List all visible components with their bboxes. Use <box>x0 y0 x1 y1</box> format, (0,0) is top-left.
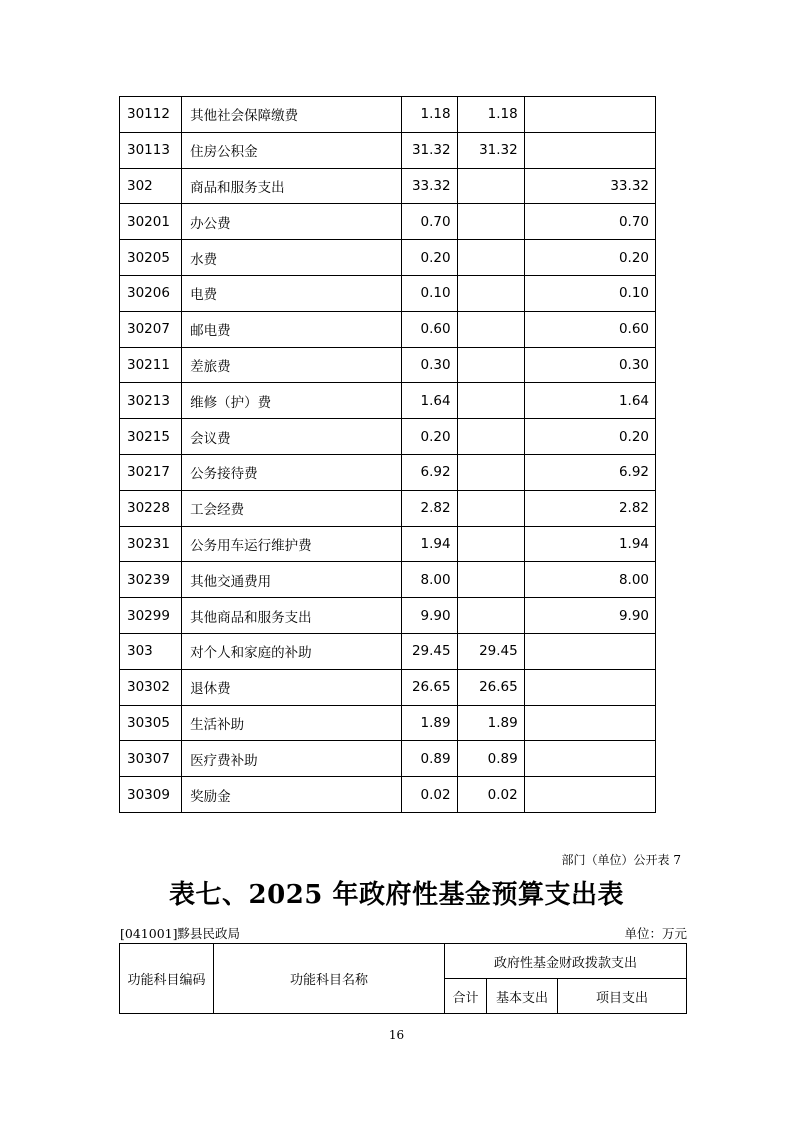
table-row <box>120 598 656 634</box>
table-row <box>120 132 656 168</box>
account-code-cell: 30211 <box>120 347 182 383</box>
account-code-cell: 30213 <box>120 383 182 419</box>
project-expense-cell: 8.00 <box>524 562 655 598</box>
total-cell: 6.92 <box>401 454 457 490</box>
total-cell: 0.02 <box>401 777 457 813</box>
account-code-cell: 30299 <box>120 598 182 634</box>
total-cell: 8.00 <box>401 562 457 598</box>
basic-expense-cell <box>457 311 524 347</box>
header-function-code: 功能科目编码 <box>120 944 214 1014</box>
total-cell: 0.20 <box>401 240 457 276</box>
account-name-cell: 其他商品和服务支出 <box>182 598 401 634</box>
total-cell: 0.60 <box>401 311 457 347</box>
account-name-cell: 差旅费 <box>182 347 401 383</box>
project-expense-cell <box>524 132 655 168</box>
total-cell: 26.65 <box>401 669 457 705</box>
project-expense-cell: 0.70 <box>524 204 655 240</box>
total-cell: 33.32 <box>401 168 457 204</box>
total-cell: 9.90 <box>401 598 457 634</box>
basic-expense-cell: 26.65 <box>457 669 524 705</box>
account-name-cell: 商品和服务支出 <box>182 168 401 204</box>
total-cell: 1.18 <box>401 97 457 133</box>
account-name-cell: 维修（护）费 <box>182 383 401 419</box>
table-row <box>120 240 656 276</box>
table-row <box>120 419 656 455</box>
total-cell: 0.20 <box>401 419 457 455</box>
unit-label: 单位：万元 <box>624 926 687 941</box>
basic-expense-cell: 0.02 <box>457 777 524 813</box>
basic-expense-cell <box>457 419 524 455</box>
table-row <box>120 347 656 383</box>
fund-expenditure-table <box>119 943 687 1014</box>
basic-expense-cell: 31.32 <box>457 132 524 168</box>
account-code-cell: 302 <box>120 168 182 204</box>
expense-table <box>119 96 656 813</box>
account-code-cell: 30205 <box>120 240 182 276</box>
project-expense-cell: 1.64 <box>524 383 655 419</box>
project-expense-cell <box>524 741 655 777</box>
project-expense-cell: 9.90 <box>524 598 655 634</box>
total-cell: 1.94 <box>401 526 457 562</box>
table-row <box>120 97 656 133</box>
page-number: 16 <box>388 1028 405 1042</box>
account-code-cell: 30215 <box>120 419 182 455</box>
account-code-cell: 30231 <box>120 526 182 562</box>
total-cell: 0.30 <box>401 347 457 383</box>
project-expense-cell: 0.20 <box>524 419 655 455</box>
basic-expense-cell <box>457 526 524 562</box>
account-name-cell: 住房公积金 <box>182 132 401 168</box>
total-cell: 29.45 <box>401 633 457 669</box>
table-row <box>120 490 656 526</box>
account-code-cell: 30305 <box>120 705 182 741</box>
project-expense-cell <box>524 669 655 705</box>
project-expense-cell: 2.82 <box>524 490 655 526</box>
header-fund-expenditure-group: 政府性基金财政拨款支出 <box>445 944 687 979</box>
basic-expense-cell: 0.89 <box>457 741 524 777</box>
header-basic-expense: 基本支出 <box>487 979 558 1014</box>
table-row <box>120 562 656 598</box>
account-code-cell: 30201 <box>120 204 182 240</box>
project-expense-cell: 0.10 <box>524 275 655 311</box>
account-code-cell: 30206 <box>120 275 182 311</box>
project-expense-cell: 1.94 <box>524 526 655 562</box>
project-expense-cell: 0.20 <box>524 240 655 276</box>
account-name-cell: 公务用车运行维护费 <box>182 526 401 562</box>
basic-expense-cell <box>457 204 524 240</box>
project-expense-cell <box>524 97 655 133</box>
basic-expense-cell <box>457 562 524 598</box>
department-label: [041001]黟县民政局 <box>120 926 240 941</box>
account-code-cell: 303 <box>120 633 182 669</box>
page-title: 表七、2025 年政府性基金预算支出表 <box>169 880 624 910</box>
total-cell: 0.89 <box>401 741 457 777</box>
public-table-label: 部门（单位）公开表 7 <box>561 853 681 867</box>
total-cell: 2.82 <box>401 490 457 526</box>
basic-expense-cell <box>457 275 524 311</box>
expense-table-body <box>120 97 656 813</box>
basic-expense-cell: 1.89 <box>457 705 524 741</box>
total-cell: 1.89 <box>401 705 457 741</box>
basic-expense-cell <box>457 168 524 204</box>
account-name-cell: 工会经费 <box>182 490 401 526</box>
account-name-cell: 电费 <box>182 275 401 311</box>
account-name-cell: 公务接待费 <box>182 454 401 490</box>
account-code-cell: 30228 <box>120 490 182 526</box>
table-row <box>120 454 656 490</box>
table-row <box>120 168 656 204</box>
account-code-cell: 30217 <box>120 454 182 490</box>
basic-expense-cell <box>457 454 524 490</box>
account-name-cell: 办公费 <box>182 204 401 240</box>
header-function-name: 功能科目名称 <box>214 944 445 1014</box>
account-code-cell: 30207 <box>120 311 182 347</box>
table-row <box>120 777 656 813</box>
account-name-cell: 水费 <box>182 240 401 276</box>
project-expense-cell: 33.32 <box>524 168 655 204</box>
project-expense-cell <box>524 633 655 669</box>
account-name-cell: 奖励金 <box>182 777 401 813</box>
table-row <box>120 383 656 419</box>
project-expense-cell <box>524 705 655 741</box>
table-row <box>120 311 656 347</box>
project-expense-cell: 0.30 <box>524 347 655 383</box>
account-name-cell: 生活补助 <box>182 705 401 741</box>
account-code-cell: 30112 <box>120 97 182 133</box>
project-expense-cell: 6.92 <box>524 454 655 490</box>
basic-expense-cell <box>457 598 524 634</box>
account-code-cell: 30309 <box>120 777 182 813</box>
basic-expense-cell <box>457 490 524 526</box>
account-name-cell: 退休费 <box>182 669 401 705</box>
total-cell: 1.64 <box>401 383 457 419</box>
table-row <box>120 705 656 741</box>
basic-expense-cell <box>457 240 524 276</box>
table-row <box>120 204 656 240</box>
account-name-cell: 医疗费补助 <box>182 741 401 777</box>
basic-expense-cell: 29.45 <box>457 633 524 669</box>
table-row <box>120 275 656 311</box>
total-cell: 31.32 <box>401 132 457 168</box>
account-name-cell: 对个人和家庭的补助 <box>182 633 401 669</box>
account-name-cell: 其他社会保障缴费 <box>182 97 401 133</box>
account-name-cell: 会议费 <box>182 419 401 455</box>
header-total: 合计 <box>445 979 487 1014</box>
table-row <box>120 741 656 777</box>
account-name-cell: 邮电费 <box>182 311 401 347</box>
header-project-expense: 项目支出 <box>558 979 687 1014</box>
account-code-cell: 30307 <box>120 741 182 777</box>
account-code-cell: 30302 <box>120 669 182 705</box>
account-code-cell: 30239 <box>120 562 182 598</box>
project-expense-cell <box>524 777 655 813</box>
table-row <box>120 669 656 705</box>
total-cell: 0.10 <box>401 275 457 311</box>
total-cell: 0.70 <box>401 204 457 240</box>
basic-expense-cell <box>457 347 524 383</box>
table-row <box>120 526 656 562</box>
basic-expense-cell: 1.18 <box>457 97 524 133</box>
basic-expense-cell <box>457 383 524 419</box>
account-code-cell: 30113 <box>120 132 182 168</box>
table-row <box>120 633 656 669</box>
project-expense-cell: 0.60 <box>524 311 655 347</box>
account-name-cell: 其他交通费用 <box>182 562 401 598</box>
